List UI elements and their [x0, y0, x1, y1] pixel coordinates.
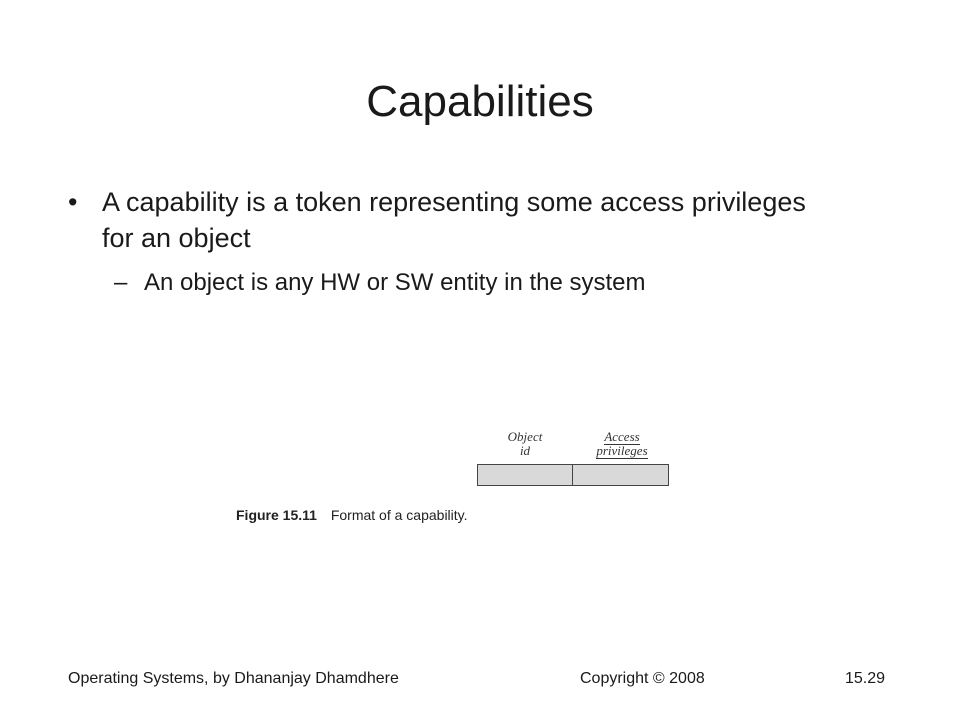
- object-id-label: Object id: [507, 429, 543, 458]
- bullet-text: A capability is a token representing some access privileges for an object: [102, 187, 806, 253]
- figure-number: Figure 15.11: [236, 507, 317, 523]
- bullet-marker: •: [68, 187, 78, 217]
- footer-slide-number: 15.29: [845, 670, 886, 687]
- access-privileges-label-text: Access privileges: [596, 429, 648, 458]
- slide-title: Capabilities: [366, 77, 594, 126]
- access-privileges-field: [572, 464, 669, 486]
- sub-bullet-text: An object is any HW or SW entity in the system: [144, 269, 646, 296]
- object-id-field: [477, 464, 573, 486]
- footer-copyright: Copyright © 2008: [580, 670, 705, 687]
- sub-bullet-item: [114, 267, 834, 299]
- access-privileges-label: [587, 430, 657, 458]
- figure-caption: [236, 506, 468, 524]
- bullet-item: [68, 184, 828, 256]
- footer-book-credit: Operating Systems, by Dhananjay Dhamdhere: [68, 670, 399, 687]
- sub-bullet-marker: –: [114, 269, 128, 296]
- figure-caption-text: Format of a capability.: [330, 507, 468, 523]
